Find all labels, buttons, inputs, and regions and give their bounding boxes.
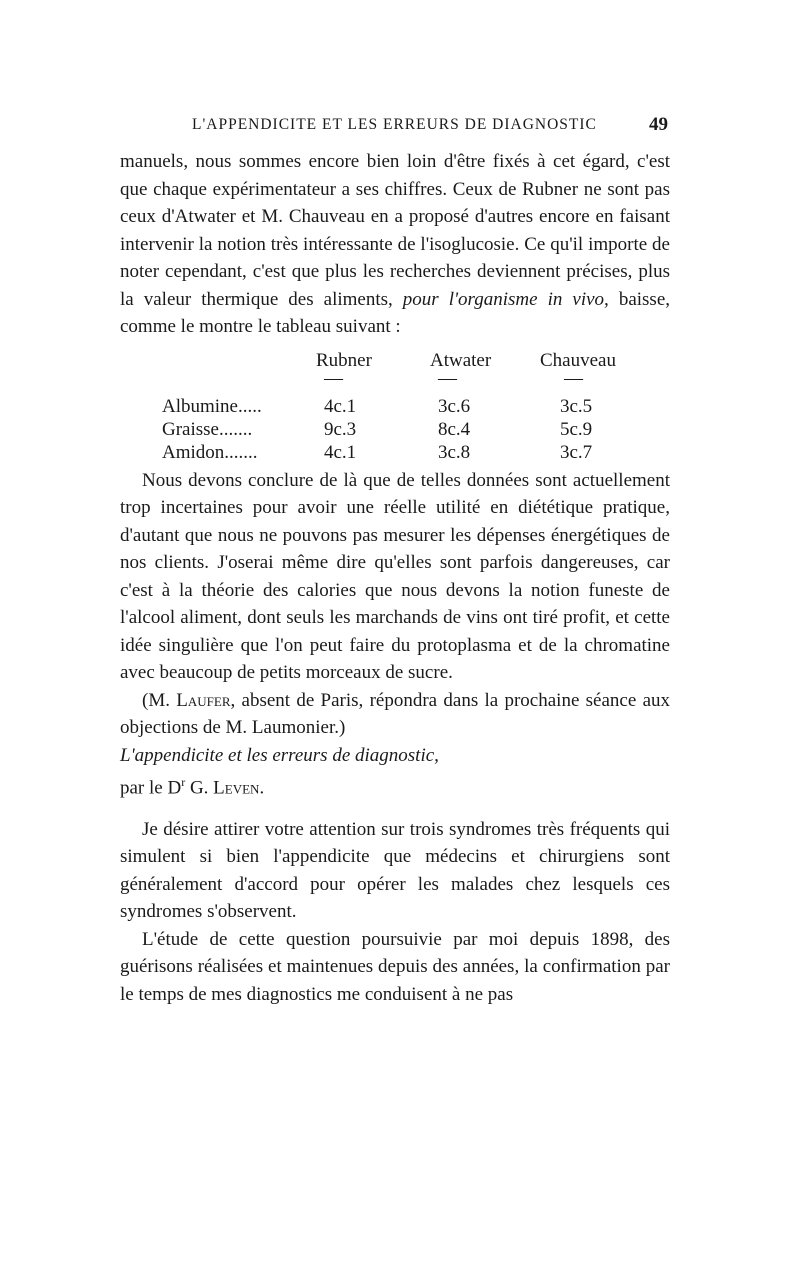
row-label: Albumine..... — [162, 395, 262, 417]
paragraph-3-pre: (M. — [142, 689, 170, 711]
header-title: L'APPENDICITE ET LES ERREURS DE DIAGNOSTIC — [192, 116, 597, 133]
cell-value: 3c.8 — [438, 441, 471, 463]
cell-value: 4c.1 — [324, 441, 357, 463]
table-row — [120, 439, 670, 461]
cell-value: 9c.3 — [324, 418, 357, 440]
byline-pre: par le D — [120, 777, 182, 799]
section-title: L'appendicite et les erreurs de diagnostic, — [120, 744, 439, 766]
cell-value: 3c.7 — [560, 441, 593, 463]
author-name: G. Leven. — [189, 777, 265, 799]
table-header-rubner: Rubner — [316, 349, 372, 371]
row-label: Graisse....... — [162, 418, 253, 440]
paragraph-5: L'étude de cette question poursuivie par moi depuis 1898, des guérisons réalisées et maintenues depuis des années, la confirmation par le temps de mes diagnostics me conduisent à ne pas — [120, 928, 670, 1005]
table-header-atwater: Atwater — [430, 349, 492, 371]
table-dash: — — [438, 367, 457, 389]
table-dash: — — [324, 367, 343, 389]
author-byline — [120, 769, 670, 802]
cell-value: 3c.5 — [560, 395, 593, 417]
row-label: Amidon....... — [162, 441, 258, 463]
paragraph-1-italic: pour l'organisme in vivo, — [402, 288, 609, 310]
table-header-chauveau: Chauveau — [540, 349, 616, 371]
paragraph-1 — [120, 148, 670, 341]
table-dash: — — [564, 367, 583, 389]
paragraph-1-text: manuels, nous sommes encore bien loin d'être fixés à cet égard, c'est que chaque expérimentateur a ses chiffres. Ceux de Rubner ne sont pas ceux d'Atwater et M. Chauveau en a proposé d'autres encore en faisant intervenir la notion très intéressante de l'isoglucosie. Ce qu'il importe de noter cependant, c'est que plus les recherches deviennent précises, plus la valeur thermique des aliments, — [120, 151, 670, 310]
cell-value: 4c.1 — [324, 395, 357, 417]
table-row — [120, 393, 670, 415]
speaker-name: Laufer — [176, 689, 231, 711]
paragraph-4: Je désire attirer votre attention sur trois syndromes très fréquents qui simulent si bien l'appendicite que médecins et chirurgiens sont généralement d'accord pour opérer les malades chez lesquels ces syndromes s'observent. — [120, 818, 670, 923]
table-dash-row — [120, 365, 670, 387]
cell-value: 5c.9 — [560, 418, 593, 440]
paragraph-3-post: , absent de Paris, répondra dans la prochaine séance aux objections de M. Laumonier.) — [120, 689, 670, 738]
spacer — [120, 802, 670, 816]
page-body — [120, 148, 670, 1008]
paragraph-2: Nous devons conclure de là que de telles données sont actuellement trop incertaines pour avoir une réelle utilité en diététique pratique, d'autant que nous ne pouvons pas mesurer les dépenses énergétiques de nos clients. J'oserai même dire qu'elles sont parfois dangereuses, car c'est à la théorie des calories que nous devons la notion funeste de l'alcool aliment, dont seuls les marchands de vins ont tiré profit, et cette idée singulière que l'on peut faire du protoplasma et de la chromatine avec beaucoup de petits morceaux de sucre. — [120, 469, 670, 683]
table-row — [120, 416, 670, 438]
paragraph-1-end: baisse, comme le montre le tableau suivant : — [120, 288, 671, 337]
page-number: 49 — [649, 114, 668, 135]
cell-value: 8c.4 — [438, 418, 471, 440]
paragraph-3 — [120, 687, 670, 742]
cell-value: 3c.6 — [438, 395, 471, 417]
byline-sup: r — [181, 775, 186, 789]
calorie-table — [120, 345, 670, 467]
